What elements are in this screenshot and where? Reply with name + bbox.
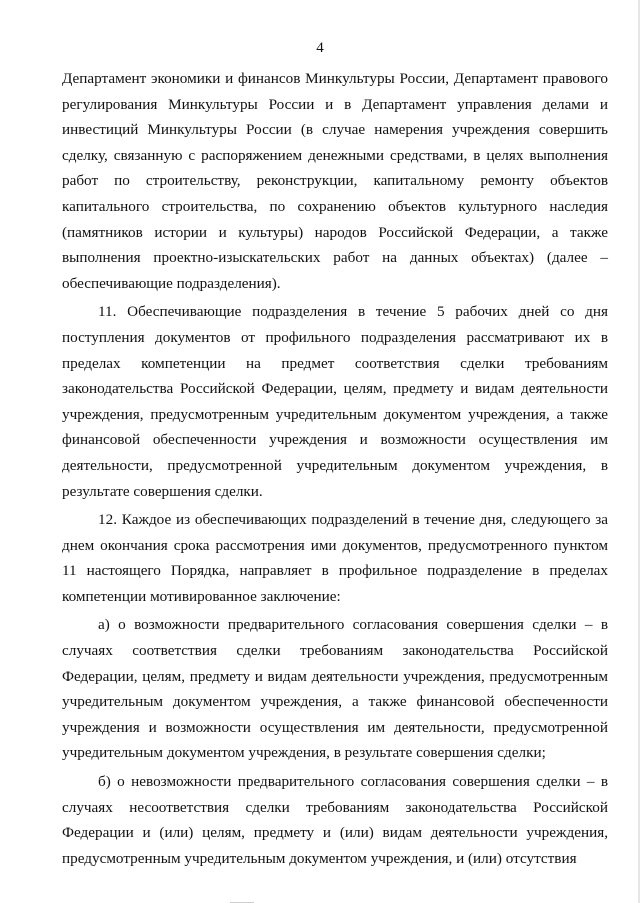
page-number: 4 — [316, 40, 324, 56]
document-body — [62, 66, 608, 871]
subparagraph-b: б) о невозможности предварительного согласования совершения сделки – в случаях несоответствия сделки требованиям законодательства Российской Федерации и (или) целям, предмету и (или) видам деятельности учреждения, предусмотренным учредительным документом учреждения, и (или) отсутствия — [62, 773, 608, 867]
paragraph-item-11: 11. Обеспечивающие подразделения в течение 5 рабочих дней со дня поступления документов от профильного подразделения рассматривают их в пределах компетенции на предмет соответствия сделки требованиям законодательства Российской Федерации, целям, предмету и видам деятельности учреждения, предусмотренным учредительным документом учреждения, а также финансовой обеспеченности учреждения и возможности осуществления им деятельности, предусмотренной учредительным документом учреждения, в результате совершения сделки. — [62, 303, 608, 500]
subparagraph-a: а) о возможности предварительного согласования совершения сделки – в случаях соответствия сделки требованиям законодательства Российской Федерации, целям, предмету и видам деятельности учреждения, предусмотренным учредительным документом учреждения, а также финансовой обеспеченности учреждения и возможности осуществления им деятельности, предусмотренной учредительным документом учреждения, в результате совершения сделки; — [62, 616, 608, 762]
paragraph-item-12: 12. Каждое из обеспечивающих подразделений в течение дня, следующего за днем окончания срока рассмотрения ими документов, предусмотренного пунктом 11 настоящего Порядка, направляет в профильное подразделение в пределах компетенции мотивированное заключение: — [62, 511, 608, 605]
paragraph-continuation: Департамент экономики и финансов Минкультуры России, Департамент правового регулирования Минкультуры России и в Департамент управления делами и инвестиций Минкультуры России (в случае намерения учреждения совершить сделку, связанную с распоряжением денежными средствами, в целях выполнения работ по строительству, реконструкции, капитальному ремонту объектов капитального строительства, по сохранению объектов культурного наследия (памятников истории и культуры) народов Российской Федерации, а также выполнения проектно-изыскательских работ на данных объектах) (далее – обеспечивающие подразделения). — [62, 70, 608, 292]
